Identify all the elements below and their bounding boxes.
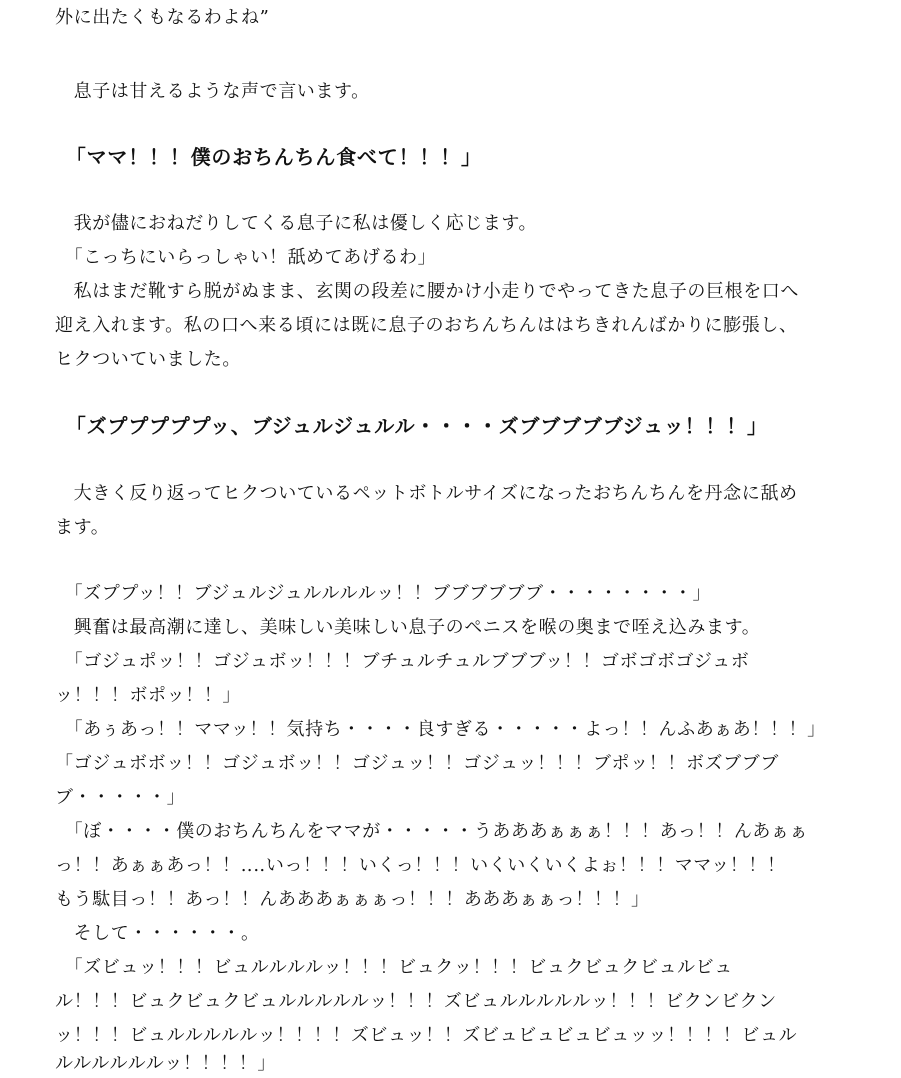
text-line: 大きく反り返ってヒクついているペットボトルサイズになったおちんちんを丹念に舐め	[55, 483, 798, 504]
text-line: 迎え入れます。私の口へ来る頃には既に息子のおちんちんははちきれんばかりに膨張し、	[55, 315, 798, 336]
text-line: 「ゴジュボボッ！！ゴジュボッ！！ゴジュッ！！ゴジュッ！！！ブポッ！！ボズブブブ	[55, 753, 779, 774]
text-line: 「あぅあっ！！ママッ！！気持ち・・・・良すぎる・・・・・よっ！！んふあぁあ！！！」	[55, 719, 826, 740]
text-line: ッ！！！ビュルルルルルッ！！！！ズビュッ！！ズビュビュビュビュッッ！！！！ビュル	[55, 1025, 798, 1046]
text-line: 興奮は最高潮に達し、美味しい美味しい息子のペニスを喉の奥まで咥え込みます。	[55, 617, 761, 638]
text-line: ルルルルルルッ！！！！」	[55, 1053, 276, 1074]
text-line: ッ！！！ボポッ！！」	[55, 685, 241, 706]
text-line: 「こっちにいらっしゃい！舐めてあげるわ」	[55, 247, 437, 268]
text-line: 「ぼ・・・・僕のおちんちんをママが・・・・・うあああぁぁぁ！！！あっ！！んあぁぁ	[55, 821, 809, 842]
text-line: ル！！！ビュクビュクビュルルルルルッ！！！ズビュルルルルルッ！！！ビクンビクン	[55, 991, 777, 1012]
emphasized-line: 「ズプププププッ、ブジュルジュルル・・・・ズブブブブブジュッ！！！」	[55, 414, 768, 438]
text-line: 「ゴジュポッ！！ゴジュボッ！！！ブチュルチュルブブブッ！！ゴボゴボゴジュボ	[55, 651, 750, 672]
text-line: 我が儘におねだりしてくる息子に私は優しく応じます。	[55, 213, 538, 234]
text-line: っ！！あぁぁあっ！！‥‥いっ！！！いくっ！！！いくいくいくよぉ！！！ママッ！！！	[55, 855, 786, 876]
text-line: 外に出たくもなるわよね”	[55, 7, 270, 28]
text-line: そして・・・・・・。	[55, 923, 260, 944]
text-line: もう駄目っ！！あっ！！んあああぁぁぁっ！！！あああぁぁっ！！！」	[55, 889, 650, 910]
text-line: ブ・・・・・」	[55, 787, 186, 808]
text-line: 「ズププッ！！ブジュルジュルルルルッ！！ブブブブブブ・・・・・・・・」	[55, 583, 712, 604]
text-line: ます。	[55, 517, 110, 538]
text-line: 私はまだ靴すら脱がぬまま、玄関の段差に腰かけ小走りでやってきた息子の巨根を口へ	[55, 281, 799, 302]
text-line: 息子は甘えるような声で言います。	[55, 81, 370, 102]
text-line: ヒクついていました。	[55, 349, 241, 370]
text-line: 「ズビュッ！！！ビュルルルルッ！！！ビュクッ！！！ビュクビュクビュルビュ	[55, 957, 733, 978]
emphasized-line: 「ママ！！！僕のおちんちん食べて！！！」	[55, 145, 482, 169]
